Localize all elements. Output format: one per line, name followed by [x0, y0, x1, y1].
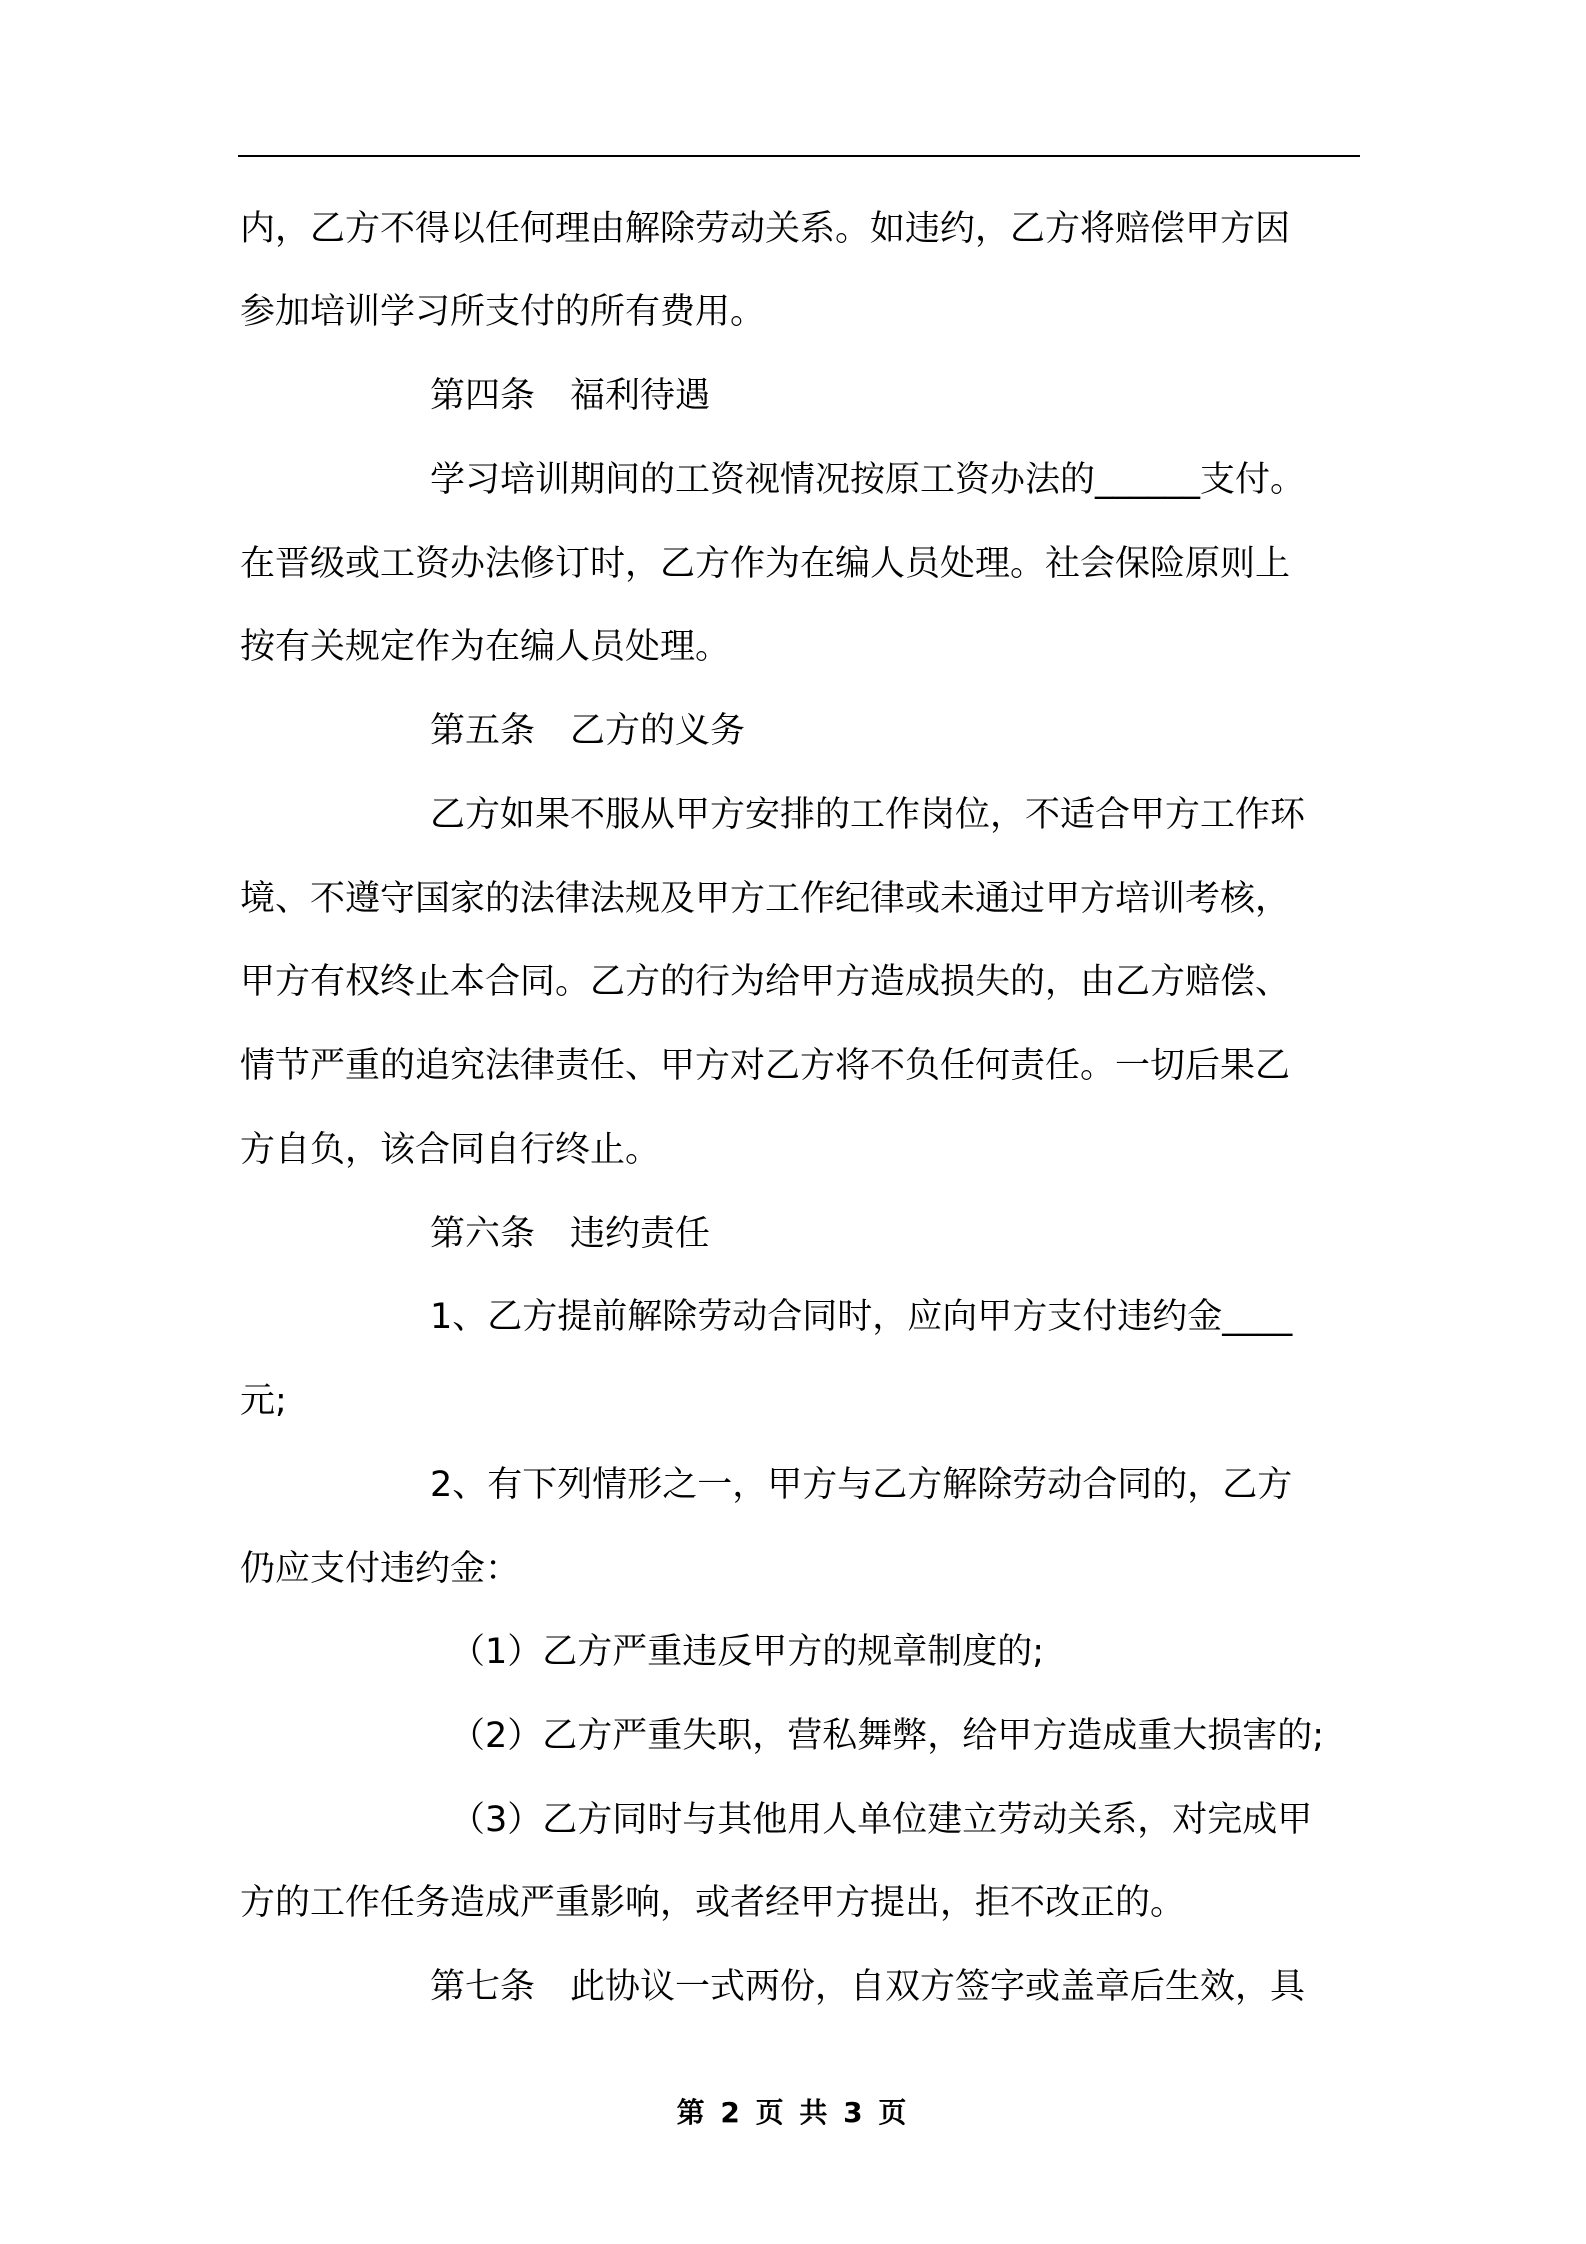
list-item: （1）乙方严重违反甲方的规章制度的; — [450, 1632, 1045, 1672]
text-line: 内，乙方不得以任何理由解除劳动关系。如违约，乙方将赔偿甲方因 — [240, 209, 1291, 249]
text-line: 在晋级或工资办法修订时，乙方作为在编人员处理。社会保险原则上 — [240, 544, 1291, 584]
article-heading: 第七条 此协议一式两份，自双方签字或盖章后生效，具 — [430, 1967, 1306, 2007]
text-line: 参加培训学习所支付的所有费用。 — [240, 292, 766, 332]
text-line: 乙方如果不服从甲方安排的工作岗位，不适合甲方工作环 — [430, 795, 1306, 835]
article-heading: 第五条 乙方的义务 — [430, 711, 746, 751]
text-line: 按有关规定作为在编人员处理。 — [240, 627, 731, 667]
article-heading: 第四条 福利待遇 — [430, 376, 711, 416]
text-line: 甲方有权终止本合同。乙方的行为给甲方造成损失的，由乙方赔偿、 — [240, 962, 1291, 1002]
text-line: 仍应支付违约金： — [240, 1549, 521, 1589]
text-line: 1、乙方提前解除劳动合同时，应向甲方支付违约金____ — [430, 1297, 1293, 1337]
text-line: 方自负，该合同自行终止。 — [240, 1130, 661, 1170]
text-line: 2、有下列情形之一，甲方与乙方解除劳动合同的，乙方 — [430, 1465, 1293, 1505]
text-line: 情节严重的追究法律责任、甲方对乙方将不负任何责任。一切后果乙 — [240, 1046, 1291, 1086]
page-number: 第 2 页 共 3 页 — [676, 2096, 910, 2129]
list-item: （3）乙方同时与其他用人单位建立劳动关系，对完成甲 — [450, 1800, 1313, 1840]
text-line: 学习培训期间的工资视情况按原工资办法的______支付。 — [430, 460, 1306, 500]
header-rule — [238, 155, 1360, 157]
article-heading: 第六条 违约责任 — [430, 1214, 711, 1254]
text-line: 元; — [240, 1381, 287, 1421]
list-item: （2）乙方严重失职，营私舞弊，给甲方造成重大损害的; — [450, 1716, 1325, 1756]
text-line: 境、不遵守国家的法律法规及甲方工作纪律或未通过甲方培训考核， — [240, 879, 1291, 919]
text-line: 方的工作任务造成严重影响，或者经甲方提出，拒不改正的。 — [240, 1883, 1186, 1923]
